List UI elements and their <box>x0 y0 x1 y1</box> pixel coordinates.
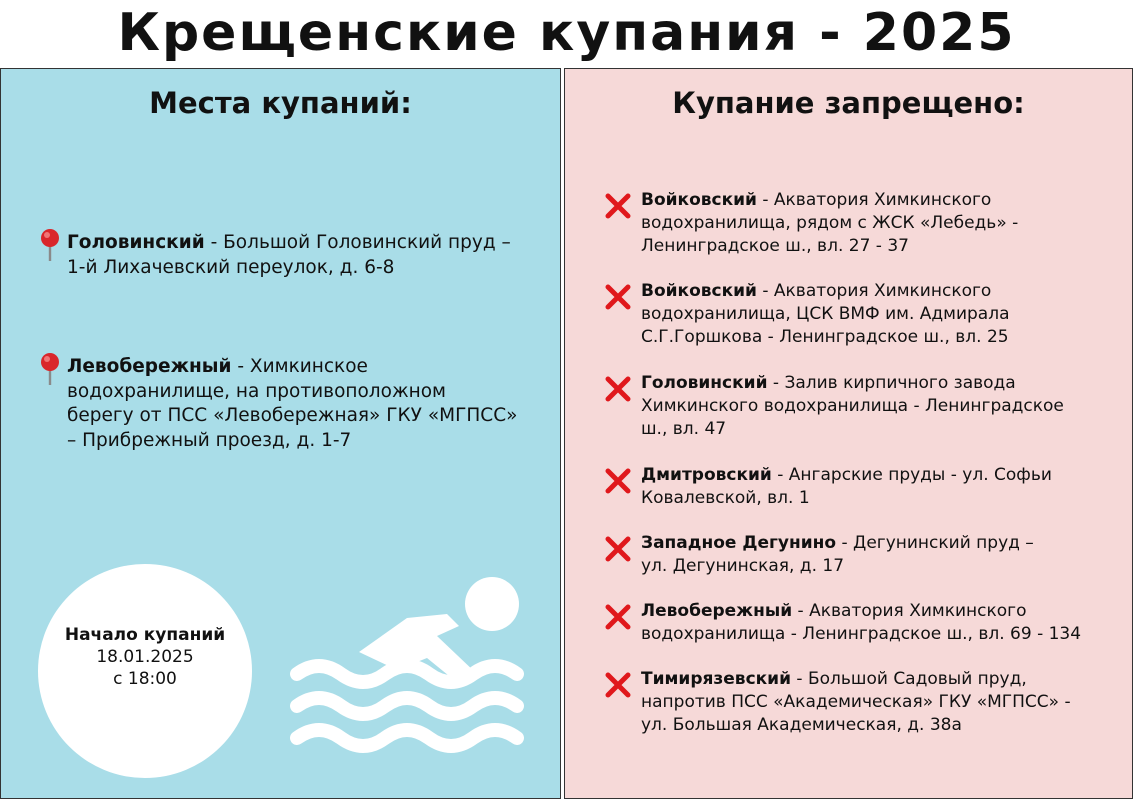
bathing-place-item <box>39 355 559 453</box>
item-line: - Ангарские пруды - ул. Софьи <box>777 465 1052 485</box>
district-name: Войковский <box>641 190 757 210</box>
bathing-place-item <box>39 231 559 280</box>
district-name: Западное Дегунино <box>641 533 837 553</box>
bathing-prohibited-panel <box>564 68 1133 799</box>
place-line: - Химкинское <box>237 356 368 377</box>
place-line: - Большой Головинский пруд – <box>210 232 511 253</box>
cross-icon <box>603 374 641 408</box>
place-line: 1-й Лихачевский переулок, д. 6-8 <box>67 256 395 278</box>
prohibited-heading: Купание запрещено: <box>672 86 1025 120</box>
place-line: водохранилище, на противоположном <box>67 380 446 402</box>
prohibited-item <box>603 280 1128 349</box>
item-line: - Залив кирпичного завода <box>772 373 1016 393</box>
place-name: Головинский <box>67 232 205 253</box>
item-line: напротив ПСС «Академическая» ГКУ «МГПСС» - <box>641 692 1071 712</box>
cross-icon <box>603 602 641 636</box>
cross-icon <box>603 670 641 704</box>
item-line: Химкинского водохранилища - Ленинградское <box>641 396 1064 416</box>
district-name: Войковский <box>641 281 757 301</box>
bathing-places-panel <box>0 68 561 799</box>
page-title: Крещенские купания - 2025 <box>117 3 1016 63</box>
item-line: ул. Дегунинская, д. 17 <box>641 556 845 576</box>
swimmer-icon <box>287 574 532 764</box>
bathing-places-heading: Места купаний: <box>149 86 412 120</box>
item-line: - Дегунинский пруд – <box>841 533 1034 553</box>
item-line: водохранилища, рядом с ЖСК «Лебедь» - <box>641 213 1019 233</box>
item-line: Ковалевской, вл. 1 <box>641 488 810 508</box>
district-name: Головинский <box>641 373 768 393</box>
item-line: - Большой Садовый пруд, <box>796 669 1027 689</box>
item-line: - Акватория Химкинского <box>762 190 992 210</box>
item-line: ш., вл. 47 <box>641 419 727 439</box>
start-date: 18.01.2025 <box>96 647 194 667</box>
map-pin-icon <box>37 228 67 266</box>
cross-icon <box>603 534 641 568</box>
prohibited-item <box>603 668 1128 737</box>
prohibited-item <box>603 600 1128 646</box>
district-name: Левобережный <box>641 601 793 621</box>
item-line: - Акватория Химкинского <box>762 281 992 301</box>
place-name: Левобережный <box>67 356 232 377</box>
item-line: ул. Большая Академическая, д. 38а <box>641 715 962 735</box>
item-line: - Акватория Химкинского <box>797 601 1027 621</box>
prohibited-item <box>603 189 1128 258</box>
district-name: Тимирязевский <box>641 669 792 689</box>
start-label: Начало купаний <box>64 625 226 645</box>
prohibited-item <box>603 372 1128 441</box>
place-line: берегу от ПСС «Левобережная» ГКУ «МГПСС» <box>67 405 518 426</box>
cross-icon <box>603 466 641 500</box>
start-time-badge <box>38 564 252 778</box>
cross-icon <box>603 282 641 316</box>
map-pin-icon <box>37 352 67 390</box>
item-line: водохранилища - Ленинградское ш., вл. 69 - 134 <box>641 624 1082 644</box>
district-name: Дмитровский <box>641 465 772 485</box>
prohibited-item <box>603 464 1128 510</box>
prohibited-item <box>603 532 1128 578</box>
cross-icon <box>603 191 641 225</box>
item-line: С.Г.Горшкова - Ленинградское ш., вл. 25 <box>641 327 1009 347</box>
item-line: водохранилища, ЦСК ВМФ им. Адмирала <box>641 304 1010 324</box>
item-line: Ленинградское ш., вл. 27 - 37 <box>641 236 909 256</box>
start-time: с 18:00 <box>113 669 177 689</box>
place-line: – Прибрежный проезд, д. 1-7 <box>67 429 352 451</box>
